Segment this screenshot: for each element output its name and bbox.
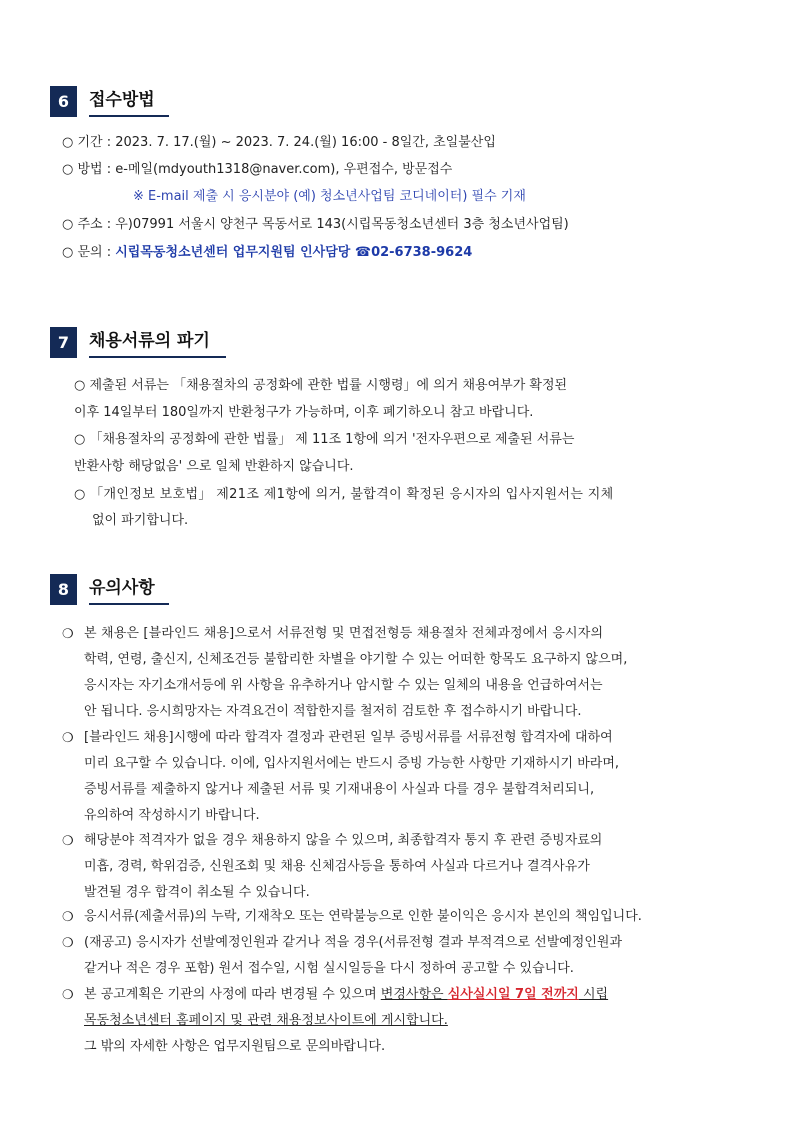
s8-bullet-3: ❍ — [62, 834, 74, 849]
section-title-7: 채용서류의 파기 — [89, 322, 226, 358]
s8-item6-part4: 시립 — [578, 987, 609, 1002]
s8-item3-line1: 해당분야 적격자가 없을 경우 채용하지 않을 수 있으며, 최종합격자 통지 후 관련 증빙자료의 — [84, 833, 603, 848]
s8-bullet-6: ❍ — [62, 988, 74, 1003]
s7-para1-line2: 이후 14일부터 180일까지 반환청구가 가능하며, 이후 폐기하오니 참고 바랍니다. — [74, 405, 534, 420]
section-title-8: 유의사항 — [89, 569, 169, 605]
s8-item6-line2: 목동청소년센터 홈페이지 및 관련 채용정보사이트에 게시합니다. — [84, 1013, 448, 1028]
section-7-header — [50, 327, 226, 358]
s6-inquiry-value: 시립목동청소년센터 업무지원팀 인사담당 ☎02-6738-9624 — [115, 245, 473, 260]
s8-item2-line1: [블라인드 채용]시행에 따라 합격자 결정과 관련된 일부 증빙서류를 서류전형 합격자에 대하여 — [84, 730, 613, 745]
s8-bullet-5: ❍ — [62, 936, 74, 951]
s7-para3-line2: 없이 파기합니다. — [92, 513, 189, 528]
s8-item6-line1 — [84, 986, 608, 1004]
s8-item3-line3: 발견될 경우 합격이 취소될 수 있습니다. — [84, 885, 310, 900]
s8-item5-line1: (재공고) 응시자가 선발예정인원과 같거나 적을 경우(서류전형 결과 부적격으로 선발예정인원과 — [84, 935, 623, 950]
s8-item6-part2: 변경사항은 — [380, 987, 448, 1002]
s7-para1-line1: ○ 제출된 서류는 「채용절차의 공정화에 관한 법률 시행령」에 의거 채용여부가 확정된 — [74, 378, 568, 393]
s6-address: ○ 주소 : 우)07991 서울시 양천구 목동서로 143(시립목동청소년센터 3층 청소년사업팀) — [62, 217, 569, 232]
s6-period: ○ 기간 : 2023. 7. 17.(월) ~ 2023. 7. 24.(월) 16:00 - 8일간, 초일불산입 — [62, 135, 496, 150]
s8-bullet-1: ❍ — [62, 627, 74, 642]
s8-item1-line2: 학력, 연령, 출신지, 신체조건등 불합리한 차별을 야기할 수 있는 어떠한 항목도 요구하지 않으며, — [84, 652, 628, 667]
s6-method-note: ※ E-mail 제출 시 응시분야 (예) 청소년사업팀 코디네이터) 필수 기재 — [133, 189, 526, 204]
section-6-header — [50, 86, 169, 117]
s8-item2-line2: 미리 요구할 수 있습니다. 이에, 입사지원서에는 반드시 증빙 가능한 사항만 기재하시기 바라며, — [84, 756, 620, 771]
s7-para3-line1: ○ 「개인정보 보호법」 제21조 제1항에 의거, 불합격이 확정된 응시자의 입사지원서는 지체 — [74, 487, 614, 502]
s8-item6-line3: 그 밖의 자세한 사항은 업무지원팀으로 문의바랍니다. — [84, 1039, 386, 1054]
s8-bullet-4: ❍ — [62, 910, 74, 925]
s8-item1-line1: 본 채용은 [블라인드 채용]으로서 서류전형 및 면접전형등 채용절차 전체과정에서 응시자의 — [84, 626, 604, 641]
s6-inquiry-label: ○ 문의 : — [62, 245, 116, 260]
section-number-7: 7 — [50, 327, 77, 358]
section-title-6: 접수방법 — [89, 81, 169, 117]
s8-item4-line1: 응시서류(제출서류)의 누락, 기재착오 또는 연락불능으로 인한 불이익은 응시자 본인의 책임입니다. — [84, 909, 642, 924]
s8-item6-deadline: 심사실시일 7일 전까지 — [447, 987, 579, 1002]
s6-method: ○ 방법 : e-메일(mdyouth1318@naver.com), 우편접수, 방문접수 — [62, 162, 453, 177]
s8-item6-part1: 본 공고계획은 기관의 사정에 따라 변경될 수 있으며 — [84, 987, 381, 1002]
s8-item2-line3: 증빙서류를 제출하지 않거나 제출된 서류 및 기재내용이 사실과 다를 경우 불합격처리되니, — [84, 782, 595, 797]
s8-item3-line2: 미흡, 경력, 학위검증, 신원조회 및 채용 신체검사등을 통하여 사실과 다르거나 결격사유가 — [84, 859, 590, 874]
s8-item5-line2: 같거나 적은 경우 포함) 원서 접수일, 시험 실시일등을 다시 정하여 공고할 수 있습니다. — [84, 961, 574, 976]
s8-item1-line4: 안 됩니다. 응시희망자는 자격요건이 적합한지를 철저히 검토한 후 접수하시기 바랍니다. — [84, 704, 582, 719]
s7-para2-line2: 반환사항 해당없음' 으로 일체 반환하지 않습니다. — [74, 459, 354, 474]
s8-item2-line4: 유의하여 작성하시기 바랍니다. — [84, 808, 260, 823]
section-number-8: 8 — [50, 574, 77, 605]
s6-inquiry — [62, 244, 472, 262]
s8-item1-line3: 응시자는 자기소개서등에 위 사항을 유추하거나 암시할 수 있는 일체의 내용을 언급하여서는 — [84, 678, 603, 693]
section-number-6: 6 — [50, 86, 77, 117]
s8-bullet-2: ❍ — [62, 731, 74, 746]
section-8-header — [50, 574, 169, 605]
s7-para2-line1: ○ 「채용절차의 공정화에 관한 법률」 제 11조 1항에 의거 '전자우편으로 제출된 서류는 — [74, 432, 575, 447]
